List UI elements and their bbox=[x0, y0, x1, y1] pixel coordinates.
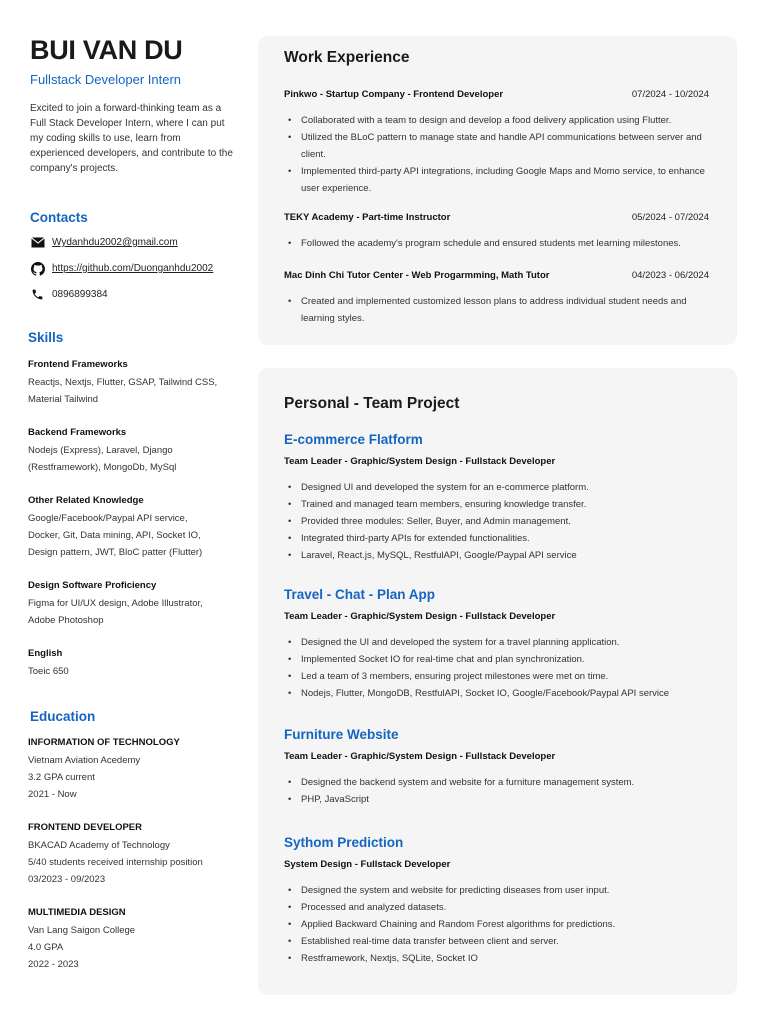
skill-line: (Restframework), MongoDb, MySql bbox=[28, 462, 177, 473]
education-line: Van Lang Saigon College bbox=[28, 925, 136, 936]
project-bullet: • Applied Backward Chaining and Random Forest algorithms for predictions. bbox=[284, 916, 714, 933]
project-entry bbox=[284, 586, 714, 702]
job-bullet: • Utilized the BLoC pattern to manage state and handle API communications between server and client. bbox=[284, 129, 709, 163]
phone-icon bbox=[30, 288, 45, 301]
skill-group bbox=[28, 647, 243, 680]
project-bullet: • Implemented Socket IO for real-time chat and plan synchronization. bbox=[284, 651, 714, 668]
work-experience-panel bbox=[258, 36, 737, 345]
summary-text: Excited to join a forward-thinking team as a Full Stack Developer Intern, where I can put my coding skills to use, learn from experienced developers, and contribute to the company's projects. bbox=[30, 103, 233, 174]
email-link[interactable]: Wydanhdu2002@gmail.com bbox=[52, 237, 178, 248]
education-title: FRONTEND DEVELOPER bbox=[28, 822, 143, 833]
skill-group-title: Backend Frameworks bbox=[28, 427, 127, 438]
project-bullets bbox=[284, 634, 714, 702]
skill-group bbox=[28, 426, 243, 476]
left-column bbox=[28, 34, 240, 970]
project-name: Sythom Prediction bbox=[284, 835, 404, 850]
project-bullet: • Nodejs, Flutter, MongoDB, RestfulAPI, Socket IO, Google/Facebook/Paypal API service bbox=[284, 685, 714, 702]
project-bullet: • Laravel, React.js, MySQL, RestfulAPI, Google/Paypal API service bbox=[284, 547, 714, 564]
project-bullet: • Designed the UI and developed the system for a travel planning application. bbox=[284, 634, 714, 651]
job-bullet: • Implemented third-party API integrations, including Google Maps and Momo service, to enhance user experience. bbox=[284, 163, 709, 197]
skills-heading: Skills bbox=[28, 330, 64, 345]
project-role: System Design - Fullstack Developer bbox=[284, 859, 451, 870]
education-item bbox=[28, 736, 243, 803]
education-line: 2022 - 2023 bbox=[28, 959, 79, 970]
job-bullet: • Collaborated with a team to design and develop a food delivery application using Flutter. bbox=[284, 112, 709, 129]
education-line: Vietnam Aviation Acedemy bbox=[28, 755, 141, 766]
projects-heading: Personal - Team Project bbox=[284, 395, 460, 412]
project-bullet: • Designed UI and developed the system for an e-commerce platform. bbox=[284, 479, 714, 496]
education-line: BKACAD Academy of Technology bbox=[28, 840, 170, 851]
skill-line: Nodejs (Express), Laravel, Django bbox=[28, 445, 173, 456]
skill-line: Reactjs, Nextjs, Flutter, GSAP, Tailwind CSS, bbox=[28, 377, 218, 388]
skill-line: Toeic 650 bbox=[28, 666, 69, 677]
skill-group-title: English bbox=[28, 648, 63, 659]
contacts-heading: Contacts bbox=[30, 210, 88, 225]
project-bullet: • Processed and analyzed datasets. bbox=[284, 899, 714, 916]
job-entry bbox=[284, 211, 709, 252]
education-line: 03/2023 - 09/2023 bbox=[28, 874, 106, 885]
contact-email[interactable] bbox=[30, 236, 178, 249]
projects-panel bbox=[258, 368, 737, 995]
skill-line: Google/Facebook/Paypal API service, bbox=[28, 513, 188, 524]
skill-group bbox=[28, 579, 243, 629]
project-entry bbox=[284, 726, 714, 808]
skill-line: Material Tailwind bbox=[28, 394, 99, 405]
job-title: Pinkwo - Startup Company - Frontend Developer bbox=[284, 89, 504, 100]
skill-line: Design pattern, JWT, BloC patter (Flutter) bbox=[28, 547, 203, 558]
project-entry bbox=[284, 834, 714, 967]
skill-group bbox=[28, 358, 243, 408]
job-bullets bbox=[284, 112, 709, 197]
project-bullet: • Provided three modules: Seller, Buyer, and Admin management. bbox=[284, 513, 714, 530]
github-icon bbox=[30, 262, 45, 275]
education-title: INFORMATION OF TECHNOLOGY bbox=[28, 737, 180, 748]
project-role: Team Leader - Graphic/System Design - Fullstack Developer bbox=[284, 456, 556, 467]
work-experience-heading: Work Experience bbox=[284, 49, 410, 66]
education-item bbox=[28, 821, 243, 888]
contact-phone[interactable] bbox=[30, 288, 108, 301]
project-role: Team Leader - Graphic/System Design - Fullstack Developer bbox=[284, 751, 556, 762]
project-bullets bbox=[284, 882, 714, 967]
candidate-role: Fullstack Developer Intern bbox=[30, 72, 182, 87]
project-bullet: • Restframework, Nextjs, SQLite, Socket IO bbox=[284, 950, 714, 967]
job-date: 04/2023 - 06/2024 bbox=[631, 270, 709, 281]
job-header bbox=[284, 269, 709, 283]
job-date: 07/2024 - 10/2024 bbox=[631, 89, 709, 100]
project-name: Furniture Website bbox=[284, 727, 399, 742]
skill-group bbox=[28, 494, 243, 561]
job-bullets bbox=[284, 293, 709, 327]
education-line: 2021 - Now bbox=[28, 789, 77, 800]
job-entry bbox=[284, 88, 709, 197]
phone-number: 0896899384 bbox=[52, 289, 108, 300]
skill-group-title: Other Related Knowledge bbox=[28, 495, 144, 506]
job-title: TEKY Academy - Part-time Instructor bbox=[284, 212, 451, 223]
project-bullet: • Led a team of 3 members, ensuring project milestones were met on time. bbox=[284, 668, 714, 685]
skill-line: Docker, Git, Data mining, API, Socket IO, bbox=[28, 530, 201, 541]
project-bullet: • Trained and managed team members, ensuring knowledge transfer. bbox=[284, 496, 714, 513]
education-item bbox=[28, 906, 243, 973]
education-heading: Education bbox=[30, 709, 96, 724]
education-title: MULTIMEDIA DESIGN bbox=[28, 907, 126, 918]
project-bullets bbox=[284, 479, 714, 564]
skill-line: Adobe Photoshop bbox=[28, 615, 104, 626]
job-title: Mac Dinh Chi Tutor Center - Web Progarmming, Math Tutor bbox=[284, 270, 550, 281]
project-bullets bbox=[284, 774, 714, 808]
project-entry bbox=[284, 431, 714, 564]
project-bullet: • Designed the backend system and website for a furniture management system. bbox=[284, 774, 714, 791]
contact-github[interactable] bbox=[30, 262, 213, 275]
job-header bbox=[284, 211, 709, 225]
job-header bbox=[284, 88, 709, 102]
job-bullet: • Followed the academy's program schedule and ensured students met learning milestones. bbox=[284, 235, 709, 252]
candidate-name: BUI VAN DU bbox=[30, 35, 183, 65]
education-line: 5/40 students received internship position bbox=[28, 857, 203, 868]
skill-line: Figma for UI/UX design, Adobe Illustrator, bbox=[28, 598, 203, 609]
job-date: 05/2024 - 07/2024 bbox=[631, 212, 709, 223]
job-entry bbox=[284, 269, 709, 327]
skill-group-title: Frontend Frameworks bbox=[28, 359, 128, 370]
skill-group-title: Design Software Proficiency bbox=[28, 580, 157, 591]
project-role: Team Leader - Graphic/System Design - Fullstack Developer bbox=[284, 611, 556, 622]
envelope-icon bbox=[30, 236, 45, 249]
project-name: E-commerce Flatform bbox=[284, 432, 423, 447]
github-link[interactable]: https://github.com/Duonganhdu2002 bbox=[52, 263, 214, 274]
education-line: 3.2 GPA current bbox=[28, 772, 95, 783]
project-bullet: • PHP, JavaScript bbox=[284, 791, 714, 808]
project-bullet: • Established real-time data transfer between client and server. bbox=[284, 933, 714, 950]
project-name: Travel - Chat - Plan App bbox=[284, 587, 436, 602]
job-bullets bbox=[284, 235, 709, 252]
project-bullet: • Designed the system and website for predicting diseases from user input. bbox=[284, 882, 714, 899]
project-bullet: • Integrated third-party APIs for extended functionalities. bbox=[284, 530, 714, 547]
education-line: 4.0 GPA bbox=[28, 942, 64, 953]
job-bullet: • Created and implemented customized lesson plans to address individual student needs and learning styles. bbox=[284, 293, 709, 327]
